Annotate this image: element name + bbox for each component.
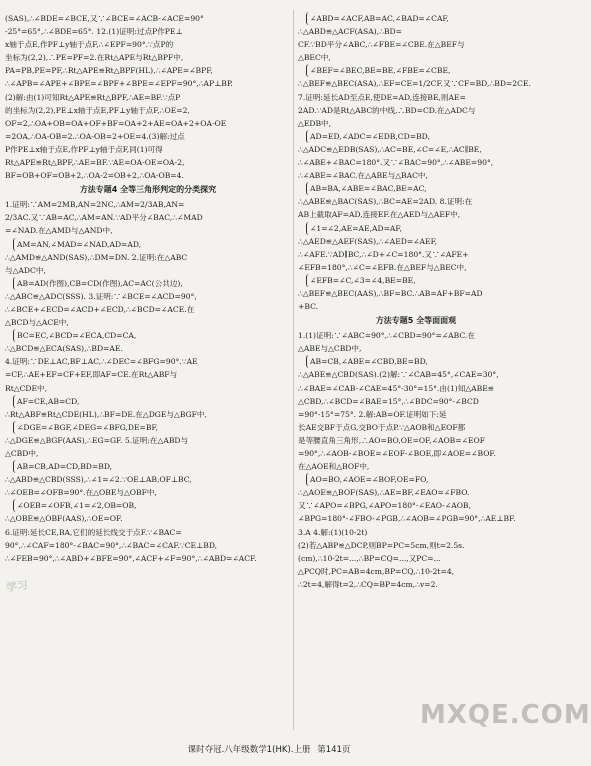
- answer-line: ∴∠BAE=∠CAB-∠CAE=45°-30°=15°.由(1)知△ABE≌: [298, 383, 495, 393]
- answer-line: -25°=65°,∴∠BDE=65°. 12.(1)证明:过点P作PE⊥: [5, 27, 183, 37]
- answer-line: Rt△APE≌Rt△BPF,∴AE=BF.∵AE=OA-OE=OA-2,: [5, 158, 185, 168]
- brace-condition-line: ∠DGE=∠BGF,∠DEG=∠BFG,DE=BF,: [13, 421, 291, 434]
- answer-line: OF=2,∴OA+OB=OA+OF+BF=OA+2+AE=OA+2+OA-OE: [5, 118, 227, 128]
- answer-line: ∴△BEF≌△BEC(ASA),∴EF=CE=1/2CF.又∵CF=BD,∴BD=2CE.: [298, 79, 531, 89]
- brace-condition-line: AB=CB,AD=CD,BD=BD,: [13, 460, 291, 473]
- answer-line: x轴于点E,作PF⊥y轴于点F,∴∠EPF=90°.∵点P的: [5, 40, 174, 50]
- answer-line: PA=PB,PE=PF,∴Rt△APE≌Rt△BPF(HL),∴∠APE=∠BPF,: [5, 66, 213, 76]
- answer-line: +BC.: [298, 302, 319, 312]
- faint-stamp: 学习: [5, 578, 29, 595]
- answer-line: 3.A 4.解:(1)(10-2t): [298, 527, 368, 537]
- answer-line: ∴△BCD≌△ECA(SAS),∴BD=AE.: [5, 344, 123, 354]
- column-divider: [293, 10, 294, 730]
- section-heading: 方法专题5 全等面面观: [375, 316, 457, 326]
- brace-condition-line: AD=ED,∠ADC=∠EDB,CD=BD,: [306, 130, 534, 143]
- brace-condition-line: ∠OEB=∠OFB,∠1=∠2,OB=OB,: [13, 499, 291, 512]
- answer-line: ∴∠ABE=∠BAC.在△ABE与△BAC中,: [298, 171, 428, 181]
- answer-line: △PCQ时,PC=AB=4cm,BP=CQ,∴10-2t=4,: [298, 566, 455, 576]
- brace-condition-line: AM=AN,∠MAD=∠NAD,AD=AD,: [13, 238, 291, 251]
- answer-line: AB上截取AF=AD,连接EF.在△AED与△AEF中,: [298, 210, 461, 220]
- answer-line: 长AE交BF于点G,交BO于点P.∵△AOB和△EOF都: [298, 422, 466, 432]
- brace-condition-line: ∠1=∠2,AE=AE,AD=AF,: [306, 222, 534, 235]
- brace-condition-line: AB=CB,∠ABE=∠CBD,BE=BD,: [306, 355, 534, 368]
- answer-line: 90°,∴∠CAF=180°-∠BAC=90°,∴∠BAC=∠CAF.∵CE⊥BD,: [5, 540, 218, 550]
- answer-line: 是等腰直角三角形,∴AO=BO,OE=OF,∠AOB=∠EOF: [298, 435, 486, 445]
- answer-line: △ABE与△CBD中,: [298, 344, 362, 354]
- site-watermark: MXQE.COM: [420, 700, 591, 730]
- answer-line: 的坐标为(2,2),PE⊥x轴于点E,PF⊥y轴于点F,∴OE=2,: [5, 105, 190, 115]
- brace-condition-line: ∠BEF=∠BEC,BE=BE,∠FBE=∠CBE,: [306, 64, 534, 77]
- brace-condition-line: ∠ABD=∠ACF,AB=AC,∠BAD=∠CAF,: [306, 12, 534, 25]
- answer-line: =CF,∴AE+EF=CF+EF,即AF=CE.在Rt△ABF与: [5, 370, 178, 380]
- answer-line: 坐标为(2,2),∴PE=PF=2.在Rt△APE与Rt△BPF中,: [5, 53, 184, 63]
- answer-line: =90°,∴∠AOB-∠BOE=∠EOF-∠BOE,即∠AOE=∠BOF.: [298, 449, 496, 458]
- answer-line: ∴△ABE≌△BAC(SAS),∴BC=AE=2AD. 8.证明:在: [298, 197, 473, 207]
- answer-line: (SAS),∴∠BDE=∠BCE,又∵∠BCE=∠ACB-∠ACE=90°: [5, 14, 204, 23]
- answer-line: △EDB中,: [298, 118, 332, 128]
- footer-page-number: 第141页: [317, 745, 351, 755]
- answer-line: ∴△AMD≌△AND(SAS),∴DM=DN. 2.证明:在△ABC: [5, 252, 188, 262]
- answer-line: ∴∠FEB=90°,∴∠ABD+∠BFE=90°,∠ACF+∠F=90°,∴∠ABD=∠ACF.: [5, 553, 257, 563]
- left-answer-column: [5, 12, 291, 565]
- answer-line: 1.(1)证明:∵∠ABC=90°,∴∠CBD=90°=∠ABC.在: [298, 331, 475, 341]
- answer-line: △CBD,∴∠BCD=∠BAE=15°,∴∠BDC=90°-∠BCD: [298, 396, 479, 406]
- answer-line: △CBD中,: [5, 449, 39, 458]
- answer-line: ∴∠ABE+∠BAC=180°.又∵∠BAC=90°,∴∠ABE=90°,: [298, 158, 494, 168]
- answer-line: BF=OB+OF=OB+2,∴OA-2=OB+2,∴OA-OB=4.: [5, 171, 184, 181]
- answer-line: ∴△AOE≌△BOF(SAS),∴AE=BF,∠EAO=∠FBO.: [298, 488, 470, 498]
- answer-line: ∴Rt△ABF≌Rt△CDE(HL),∴BF=DE.在△DGE与△BGF中,: [5, 409, 207, 419]
- brace-condition-line: AO=BO,∠AOE=∠BOF,OE=FO,: [306, 473, 534, 486]
- answer-line: Rt△CDE中,: [5, 383, 48, 393]
- answer-line: ∠EFB=180°,∴∠C=∠EFB.在△BEF与△BEC中,: [298, 262, 467, 272]
- brace-condition-line: AF=CE,AB=CD,: [13, 395, 291, 408]
- answer-line: ∴∠APB=∠APE+∠BPE=∠BPF+∠BPE=∠EPF=90°,∴AP⊥BP.: [5, 79, 233, 89]
- answer-line: △BEC中,: [298, 53, 331, 63]
- right-answer-column: [298, 12, 534, 591]
- answer-line: (cm),∴10-2t=...,∴BP=CQ=...,又PC=...: [298, 553, 441, 563]
- answer-line: 1.证明:∵AM=2MB,AN=2NC,∴AM=2/3AB,AN=: [5, 200, 185, 210]
- answer-line: (2)若△ABP≌△DCP,则BP=PC=5cm,则t=2.5s.: [298, 540, 465, 550]
- answer-line: 6.证明:延长CE,BA,它们的延长线交于点F.∵∠BAC=: [5, 527, 182, 537]
- answer-line: △BCD与△ACE中,: [5, 318, 69, 328]
- answer-line: =2OA,∴OA-OB=2.∴OA-OB=2+OE=4.(3)解:过点: [5, 131, 185, 141]
- answer-line: ∴△OBE≌△OBF(AAS),∴OE=OF.: [5, 514, 123, 524]
- answer-line: ∴∠BCE+∠ECD=∠ACD+∠ECD,∴∠BCD=∠ACE.在: [5, 304, 195, 314]
- brace-condition-line: AB=AD(作图),CB=CD(作图),AC=AC(公共边),: [13, 277, 291, 290]
- answer-line: (2)解:由(1)可知Rt△APE≌Rt△BPF,∴AE=BF.∵点P: [5, 92, 181, 102]
- answer-line: 与△ADC中,: [5, 265, 46, 275]
- answer-line: CF.∵BD平分∠ABC,∴∠FBE=∠CBE.在△BEF与: [298, 40, 465, 50]
- answer-line: ∴△DGE≌△BGF(AAS),∴EG=GF. 5.证明:在△ABD与: [5, 435, 189, 445]
- answer-line: P作PE⊥x轴于点E,作PF⊥y轴于点F,同(1)可得: [5, 144, 163, 154]
- answer-line: 4.证明:∵DE⊥AC,BF⊥AC,∴∠DEC=∠BFG=90°.∵AE: [5, 357, 198, 367]
- answer-line: ∴△ABC≌△ADC(SSS). 3.证明:∵∠BCE=∠ACD=90°,: [5, 291, 197, 301]
- answer-line: ∴△BEF≌△BEC(AAS),∴BF=BC.∴AB=AF+BF=AD: [298, 288, 483, 298]
- answer-line: ∴△ABD≌△CBD(SSS),∴∠1=∠2.∵OE⊥AB,OF⊥BC,: [5, 475, 192, 485]
- answer-line: ∴△ADC≌△EDB(SAS),∴AC=BE,∠C=∠E,∴AC∥BE,: [298, 144, 482, 154]
- answer-line: ∴∠OEB=∠OFB=90°.在△OBE与△OBF中,: [5, 488, 157, 498]
- answer-line: ∠BPG=180°-∠FBO-∠PGB,∴∠AOB=∠PGB=90°,∴AE⊥BF.: [298, 514, 516, 524]
- answer-line: ∴△AED≌△AEF(SAS),∴∠AED=∠AEF,: [298, 236, 438, 246]
- brace-condition-line: AB=BA,∠ABE=∠BAC,BE=AC,: [306, 182, 534, 195]
- answer-line: 7.证明:延长AD至点E,使DE=AD,连接BE,则AE=: [298, 92, 466, 102]
- page-footer: [0, 741, 538, 759]
- brace-condition-line: BC=EC,∠BCD=∠ECA,CD=CA,: [13, 329, 291, 342]
- answer-line: 2/3AC.又∵AB=AC,∴AM=AN.∵AD平分∠BAC,∴∠MAD: [5, 213, 203, 223]
- answer-line: ∴2t=4,解得t=2,∴CQ=BP=4cm,∴v=2.: [298, 579, 438, 589]
- section-heading: 方法专题4 全等三角形判定的分类探究: [79, 185, 217, 195]
- answer-line: 又∵∠APO=∠BPG,∠APO=180°-∠EAO-∠AOB,: [298, 501, 471, 511]
- answer-line: ∴△ABE≌△CBD(SAS).(2)解:∵∠CAB=45°,∠CAE=30°,: [298, 370, 499, 380]
- footer-book-title: 课时夺冠.八年级数学1(HK).上册: [187, 745, 311, 755]
- answer-line: 在△AOE和△BOF中,: [298, 462, 370, 472]
- answer-line: =90°-15°=75°. 2.解:AB=OF.证明如下:延: [298, 409, 447, 419]
- answer-line: 2AD.∵AD是Rt△ABC的中线,∴BD=CD.在△ADC与: [298, 105, 476, 115]
- answer-line: ∴∠AFE.∵AD∥BC,∴∠D+∠C=180°.又∵∠AFE+: [298, 249, 469, 259]
- answer-line: ∴△ABD≌△ACF(ASA),∴BD=: [298, 27, 402, 37]
- brace-condition-line: ∠EFB=∠C,∠3=∠4,BE=BE,: [306, 274, 534, 287]
- answer-line: =∠NAD.在△AMD与△AND中,: [5, 226, 113, 236]
